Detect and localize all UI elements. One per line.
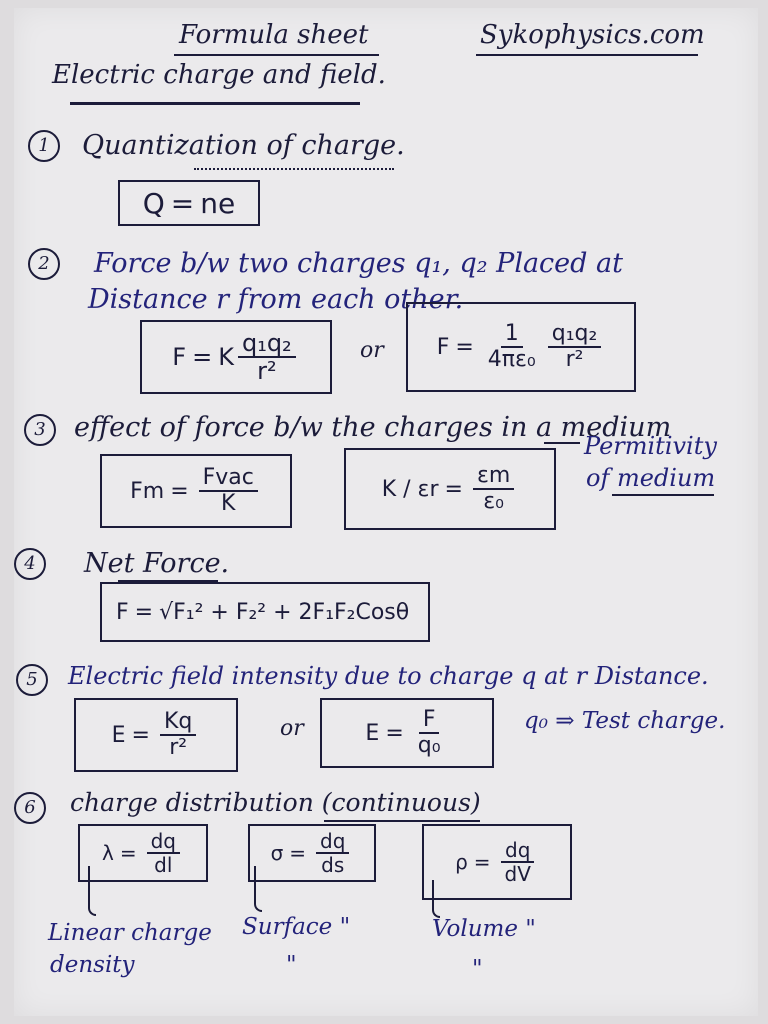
linear-density-box: λ = $\frac{dq}{dl}$ — [78, 824, 208, 882]
linear-density-pointer — [88, 866, 96, 916]
formula-rhs: √F₁² + F₂² + 2F₁F₂Cosθ — [159, 599, 410, 625]
formula-lhs: σ — [270, 841, 284, 865]
fraction: $\frac{\varepsilon m}{\text{ε₀}}$ — [473, 464, 514, 514]
site-underline — [476, 54, 698, 56]
section-6-number: 6 — [14, 792, 46, 824]
section-1-heading: Quantization of charge. — [82, 130, 405, 161]
permitivity-note-line1: Permitivity — [584, 432, 717, 460]
formula-lhs: ρ — [455, 850, 468, 874]
medium-force-box: Fm = $\frac{\text{Fvac}}{K}$ — [100, 454, 292, 528]
fraction: $\frac{1}{\text{4πε₀}}$ — [487, 320, 536, 372]
coulomb-formula-alt-box: F = $\frac{1}{\text{4πε₀}}$ $\frac{\text{q₁q₂}}{\text{r²}}$ — [406, 302, 636, 392]
section-1-number: 1 — [28, 130, 60, 162]
field-intensity-alt-box: E = $\frac{F}{\text{q₀}}$ — [320, 698, 494, 768]
section-3-heading: effect of force b/w the charges in a medium — [74, 412, 672, 443]
section-2-heading-line1: Force b/w two charges q₁, q₂ Placed at — [94, 248, 623, 279]
section-6-heading: charge distribution (continuous) — [70, 788, 481, 817]
section-4-heading: Net Force. — [84, 548, 230, 579]
formula-lhs: λ — [102, 841, 114, 865]
fraction: $\frac{dq}{dl}$ — [147, 830, 180, 876]
topic-title: Electric charge and field. — [52, 60, 386, 90]
test-charge-note: q₀ ⇒ Test charge. — [524, 708, 726, 734]
section-2-heading-line2: Distance r from each other. — [88, 284, 464, 315]
formula-lhs: F — [116, 599, 129, 625]
formula-sheet — [14, 8, 758, 1016]
formula-lhs: F — [172, 343, 187, 371]
volume-density-pointer — [432, 880, 440, 918]
fraction: $\frac{\text{q₁q₂}}{\text{r²}}$ — [548, 322, 602, 372]
fraction: $\frac{\text{q₁q₂}}{\text{r²}}$ — [238, 330, 296, 385]
formula-lhs: E — [365, 720, 380, 746]
section-5-heading: Electric field intensity due to charge q at r Distance. — [68, 662, 709, 690]
fraction: $\frac{Kq}{\text{r²}}$ — [160, 710, 196, 760]
topic-underline — [70, 102, 360, 105]
section-4-number: 4 — [14, 548, 46, 580]
formula-lhs: F — [436, 334, 450, 360]
section-1-heading-underline — [194, 168, 394, 170]
coulomb-constant: K — [218, 343, 234, 371]
fraction: $\frac{F}{\text{q₀}}$ — [417, 706, 441, 758]
formula-lhs: Fm — [130, 478, 165, 504]
field-intensity-box: E = $\frac{Kq}{\text{r²}}$ — [74, 698, 238, 772]
surface-density-box: σ = $\frac{dq}{ds}$ — [248, 824, 376, 882]
site-name: Sykophysics.com — [480, 20, 705, 50]
linear-density-label-line2: density — [50, 952, 135, 978]
section-5-number: 5 — [16, 664, 48, 696]
formula-lhs: K / εr — [381, 476, 439, 502]
fraction: $\frac{dq}{ds}$ — [316, 830, 349, 876]
formula-lhs: E — [111, 722, 126, 748]
quantization-formula-box: Q = ne — [118, 180, 260, 226]
surface-density-pointer — [254, 866, 262, 912]
title-underline — [174, 54, 379, 56]
net-force-box: F = √F₁² + F₂² + 2F₁F₂Cosθ — [100, 582, 430, 642]
formula-lhs: Q — [142, 186, 165, 220]
section-2-number: 2 — [28, 248, 60, 280]
dielectric-constant-box: K / εr = $\frac{\varepsilon m}{\text{ε₀}}$ — [344, 448, 556, 530]
fraction: $\frac{\text{Fvac}}{K}$ — [199, 466, 258, 516]
permitivity-note-underline — [612, 494, 714, 496]
or-label: or — [280, 716, 304, 741]
surface-density-label-line1: Surface " — [242, 914, 351, 940]
permitivity-pointer-line — [544, 442, 580, 444]
coulomb-formula-box: F = K $\frac{\text{q₁q₂}}{\text{r²}}$ — [140, 320, 332, 394]
volume-density-label-line2: " — [472, 956, 483, 982]
permitivity-note-line2: of medium — [586, 464, 716, 492]
formula-rhs: ne — [200, 186, 236, 220]
volume-density-box: ρ = $\frac{dq}{dV}$ — [422, 824, 572, 900]
linear-density-label-line1: Linear charge — [48, 920, 212, 946]
section-3-number: 3 — [24, 414, 56, 446]
section-6-heading-underline — [324, 820, 480, 822]
or-label: or — [360, 338, 384, 363]
surface-density-label-line2: " — [286, 952, 297, 978]
sheet-title: Formula sheet — [179, 20, 369, 50]
volume-density-label-line1: Volume " — [432, 916, 536, 942]
fraction: $\frac{dq}{dV}$ — [501, 839, 535, 885]
